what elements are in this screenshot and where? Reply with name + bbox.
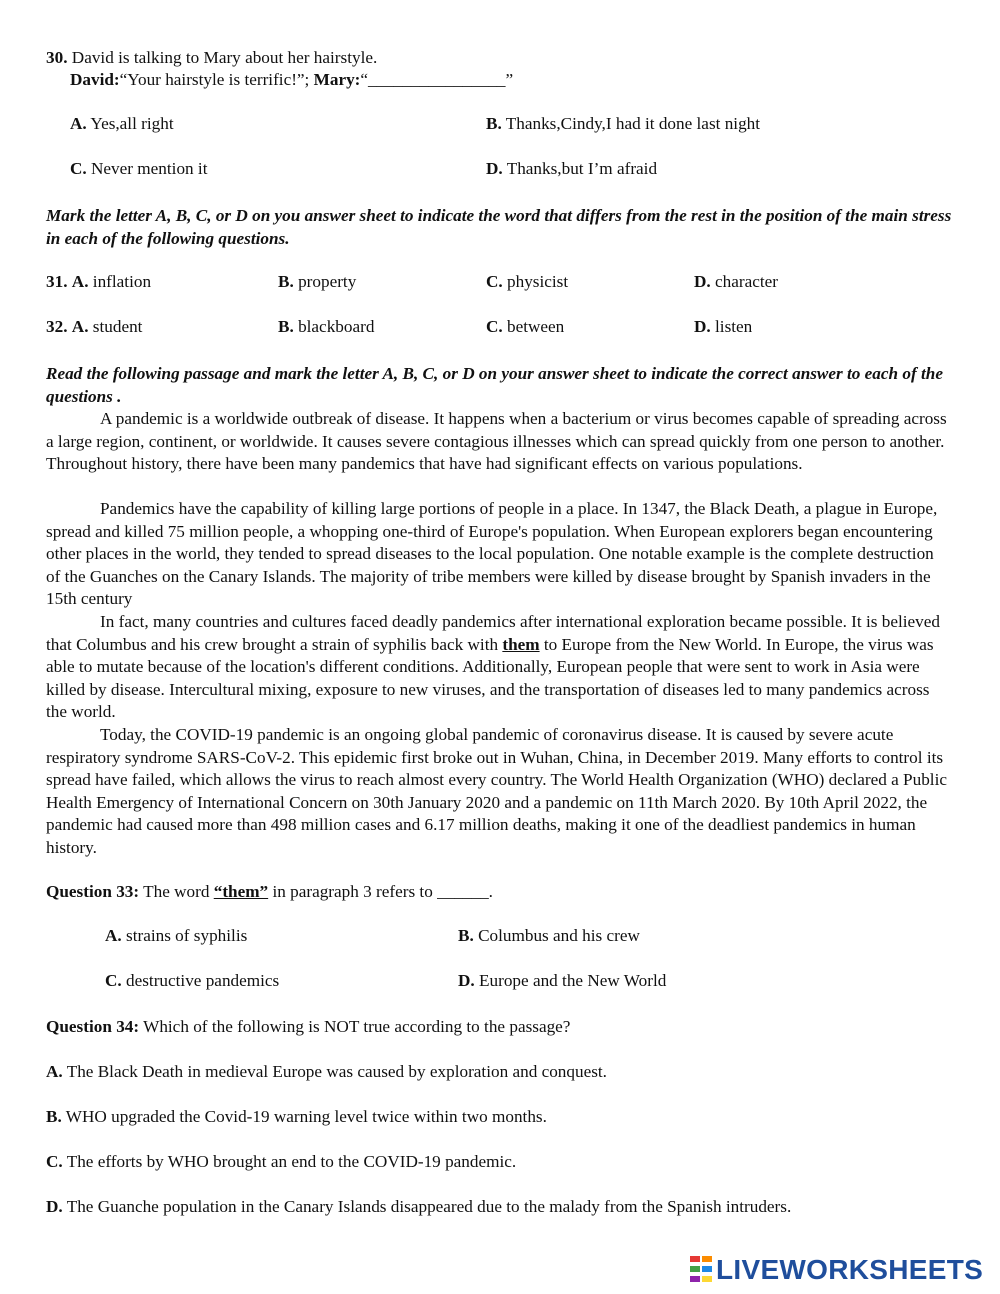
passage-paragraph-1: A pandemic is a worldwide outbreak of disease. It happens when a bacterium or virus becomes capable of spreading across a large region, continent, or worldwide. It causes severe contagious illnesses which can spread quickly from one person to another. Throughout history, there have been many pandemics that have had significant effects on various populations. — [46, 409, 947, 474]
question-30-options-row-2 — [46, 159, 954, 183]
option-d[interactable]: D. listen — [694, 317, 753, 336]
question-34-stem: Question 34: Which of the following is NOT true according to the passage? — [46, 1017, 571, 1036]
option-c[interactable]: C. The efforts by WHO brought an end to the COVID-19 pandemic. — [46, 1152, 517, 1171]
option-a[interactable]: 32. A. student — [46, 317, 143, 336]
question-30-dialogue: David:“Your hairstyle is terrific!”; Mary:“________________” — [70, 70, 514, 89]
logo-text: LIVEWORKSHEETS — [716, 1254, 984, 1285]
option-d[interactable]: D. Europe and the New World — [458, 971, 667, 990]
option-c[interactable]: C. destructive pandemics — [105, 971, 280, 990]
liveworksheets-logo — [690, 1253, 983, 1287]
question-30-number: 30. — [46, 48, 68, 67]
option-b[interactable]: B. blackboard — [278, 317, 375, 336]
option-a[interactable]: A. strains of syphilis — [105, 926, 248, 945]
reading-instruction: Read the following passage and mark the letter A, B, C, or D on your answer sheet to indicate the correct answer to each of the questions . — [46, 364, 943, 406]
option-b[interactable]: B. Thanks,Cindy,I had it done last night — [486, 114, 761, 133]
stress-instruction: Mark the letter A, B, C, or D on you answer sheet to indicate the word that differs from the rest in the position of the main stress in each of the following questions. — [46, 206, 952, 248]
passage-paragraph-2: Pandemics have the capability of killing large portions of people in a place. In 1347, the Black Death, a plague in Europe, spread and killed 75 million people, a whopping one-third of Europe's population. When European explorers began encountering other places in the world, they tended to spread diseases to the local population. One notable example is the complete destruction of the Guanches on the Canary Islands. The majority of tribe members were killed by disease brought by Spanish invaders in the 15th century — [46, 499, 938, 609]
question-32 — [46, 317, 954, 341]
option-a[interactable]: 31. A. inflation — [46, 272, 152, 291]
option-d[interactable]: D. The Guanche population in the Canary Islands disappeared due to the malady from the Spanish intruders. — [46, 1197, 792, 1216]
passage-paragraph-4: Today, the COVID-19 pandemic is an ongoing global pandemic of coronavirus disease. It is caused by severe acute respiratory syndrome SARS-CoV-2. This epidemic first broke out in Wuhan, China, in December 2019. Many efforts to control its spread have failed, which allows the virus to reach almost every country. The World Health Organization (WHO) declared a Public Health Emergency of International Concern on 30th January 2020 and a pandemic on 11th March 2020. By 10th April 2022, the pandemic had caused more than 498 million cases and 6.17 million deaths, making it one of the deadliest pandemics in human history. — [46, 725, 947, 857]
question-30-options-row-1 — [46, 114, 954, 138]
liveworksheets-logo-icon — [690, 1256, 712, 1284]
option-a[interactable]: A. The Black Death in medieval Europe was caused by exploration and conquest. — [46, 1062, 607, 1081]
keyword-them: them — [502, 634, 540, 654]
option-b[interactable]: B. property — [278, 272, 357, 291]
option-c[interactable]: C. physicist — [486, 272, 569, 291]
question-30-stem: 30. David is talking to Mary about her hairstyle. — [46, 48, 378, 67]
question-33-options-row-2 — [46, 971, 954, 995]
passage-paragraph-3: In fact, many countries and cultures faced deadly pandemics after international exploration became possible. It is believed that Columbus and his crew brought a strain of syphilis back with them to Europe from the New World. In Europe, the virus was able to mutate because of the location's different conditions. Additionally, European people that were sent to work in Asia were killed by disease. Intercultural mixing, exposure to new viruses, and the transportation of diseases led to many pandemics across the world. — [46, 612, 940, 722]
question-31 — [46, 272, 954, 296]
option-d[interactable]: D. character — [694, 272, 778, 291]
option-d[interactable]: D. Thanks,but I’m afraid — [486, 159, 658, 178]
question-33-stem: Question 33: The word “them” in paragraph 3 refers to ______. — [46, 882, 493, 901]
question-33-options-row-1 — [46, 926, 954, 950]
option-c[interactable]: C. Never mention it — [70, 159, 208, 178]
option-c[interactable]: C. between — [486, 317, 565, 336]
option-b[interactable]: B. WHO upgraded the Covid-19 warning level twice within two months. — [46, 1107, 547, 1126]
option-a[interactable]: A. Yes,all right — [70, 114, 174, 133]
option-b[interactable]: B. Columbus and his crew — [458, 926, 640, 945]
